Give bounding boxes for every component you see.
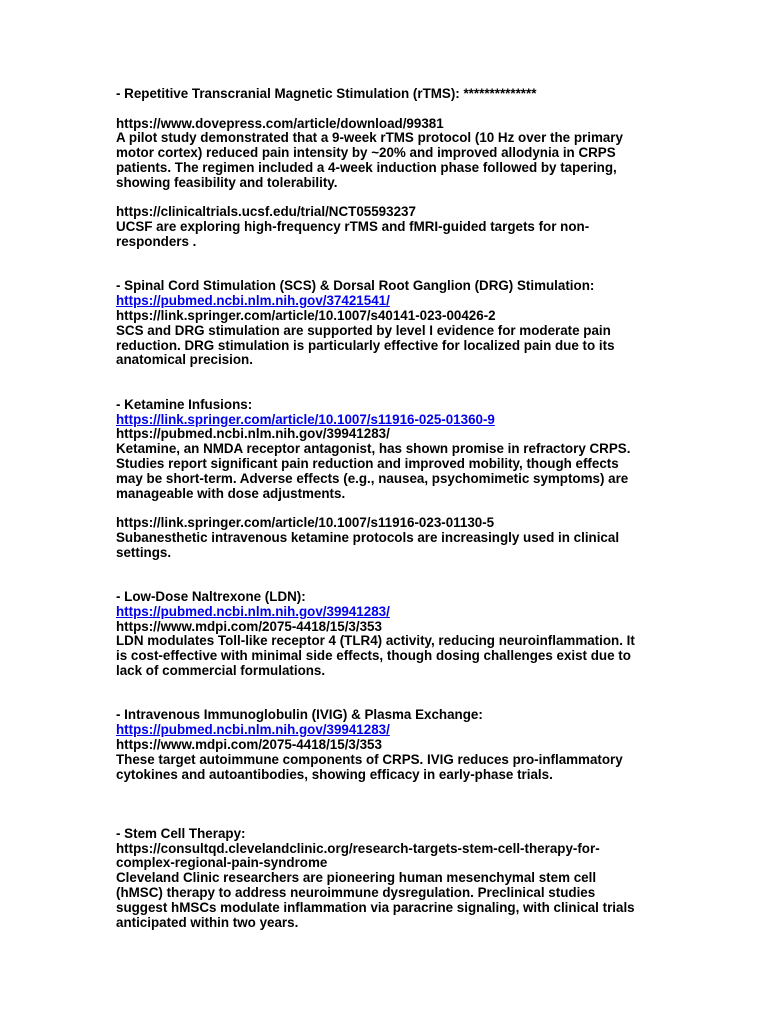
section-scs	[116, 279, 656, 368]
section-heading: - Ketamine Infusions:	[116, 396, 253, 412]
body-text-line: Subanesthetic intravenous ketamine protocols are increasingly used in clinical	[116, 529, 620, 545]
reference-url: https://consultqd.clevelandclinic.org/research-targets-stem-cell-therapy-for-	[116, 840, 600, 856]
body-text-line: anticipated within two years.	[116, 914, 299, 930]
pubmed-link[interactable]: https://pubmed.ncbi.nlm.nih.gov/37421541/	[116, 293, 390, 309]
body-text-line: manageable with dose adjustments.	[116, 485, 346, 501]
section-ivig	[116, 708, 656, 782]
section-stem-cell	[116, 827, 656, 931]
reference-url: https://clinicaltrials.ucsf.edu/trial/NCT05593237	[116, 204, 416, 220]
section-heading: - Intravenous Immunoglobulin (IVIG) & Plasma Exchange:	[116, 707, 483, 723]
pubmed-link[interactable]: https://pubmed.ncbi.nlm.nih.gov/39941283/	[116, 603, 390, 619]
section-ketamine	[116, 398, 656, 561]
link-line	[116, 723, 656, 738]
body-text-line: SCS and DRG stimulation are supported by level I evidence for moderate pain	[116, 322, 611, 338]
section-heading: - Repetitive Transcranial Magnetic Stimulation (rTMS): **************	[116, 86, 537, 101]
body-text-line: settings.	[116, 544, 172, 560]
section-heading: - Low-Dose Naltrexone (LDN):	[116, 589, 306, 605]
section-ldn	[116, 590, 656, 679]
body-text-line: reduction. DRG stimulation is particularly effective for localized pain due to its	[116, 337, 615, 353]
body-text-line: responders .	[116, 233, 197, 249]
body-text-line: Ketamine, an NMDA receptor antagonist, has shown promise in refractory CRPS.	[116, 441, 631, 457]
section-rtms	[116, 87, 656, 250]
body-text-line: suggest hMSCs modulate inflammation via paracrine signaling, with clinical trials	[116, 899, 635, 915]
reference-url: https://www.mdpi.com/2075-4418/15/3/353	[116, 737, 382, 753]
body-text-line: Cleveland Clinic researchers are pioneering human mesenchymal stem cell	[116, 870, 597, 886]
body-text-line: cytokines and autoantibodies, showing efficacy in early-phase trials.	[116, 766, 553, 782]
body-text-line: is cost-effective with minimal side effects, though dosing challenges exist due to	[116, 648, 631, 664]
body-text-line: (hMSC) therapy to address neuroimmune dysregulation. Preclinical studies	[116, 885, 596, 901]
body-text-line: UCSF are exploring high-frequency rTMS and fMRI-guided targets for non-	[116, 219, 590, 235]
section-heading: - Spinal Cord Stimulation (SCS) & Dorsal Root Ganglion (DRG) Stimulation:	[116, 278, 595, 294]
reference-url: https://link.springer.com/article/10.1007/s40141-023-00426-2	[116, 307, 496, 323]
reference-url: complex-regional-pain-syndrome	[116, 855, 328, 871]
body-text-line: These target autoimmune components of CRPS. IVIG reduces pro-inflammatory	[116, 751, 623, 767]
body-text-line: LDN modulates Toll-like receptor 4 (TLR4) activity, reducing neuroinflammation. It	[116, 633, 635, 649]
body-text-line: motor cortex) reduced pain intensity by ~20% and improved allodynia in CRPS	[116, 145, 616, 161]
pubmed-link[interactable]: https://pubmed.ncbi.nlm.nih.gov/39941283/	[116, 722, 390, 738]
document-page	[116, 87, 656, 930]
body-text-line: showing feasibility and tolerability.	[116, 174, 338, 190]
reference-url: https://www.dovepress.com/article/download/99381	[116, 115, 444, 131]
section-heading: - Stem Cell Therapy:	[116, 825, 246, 841]
body-text-line: Studies report significant pain reduction and improved mobility, though effects	[116, 455, 619, 471]
body-text-line: anatomical precision.	[116, 352, 253, 368]
springer-link[interactable]: https://link.springer.com/article/10.1007/s11916-025-01360-9	[116, 411, 495, 427]
body-text-line: A pilot study demonstrated that a 9-week rTMS protocol (10 Hz over the primary	[116, 130, 623, 146]
reference-url: https://link.springer.com/article/10.1007/s11916-023-01130-5	[116, 515, 495, 531]
body-text-line: lack of commercial formulations.	[116, 663, 326, 679]
link-line	[116, 605, 656, 620]
body-text-line: patients. The regimen included a 4-week induction phase followed by tapering,	[116, 159, 617, 175]
body-text-line: may be short-term. Adverse effects (e.g., nausea, psychomimetic symptoms) are	[116, 470, 629, 486]
link-line	[116, 413, 656, 428]
reference-url: https://pubmed.ncbi.nlm.nih.gov/39941283/	[116, 426, 390, 442]
link-line	[116, 294, 656, 309]
reference-url: https://www.mdpi.com/2075-4418/15/3/353	[116, 618, 382, 634]
